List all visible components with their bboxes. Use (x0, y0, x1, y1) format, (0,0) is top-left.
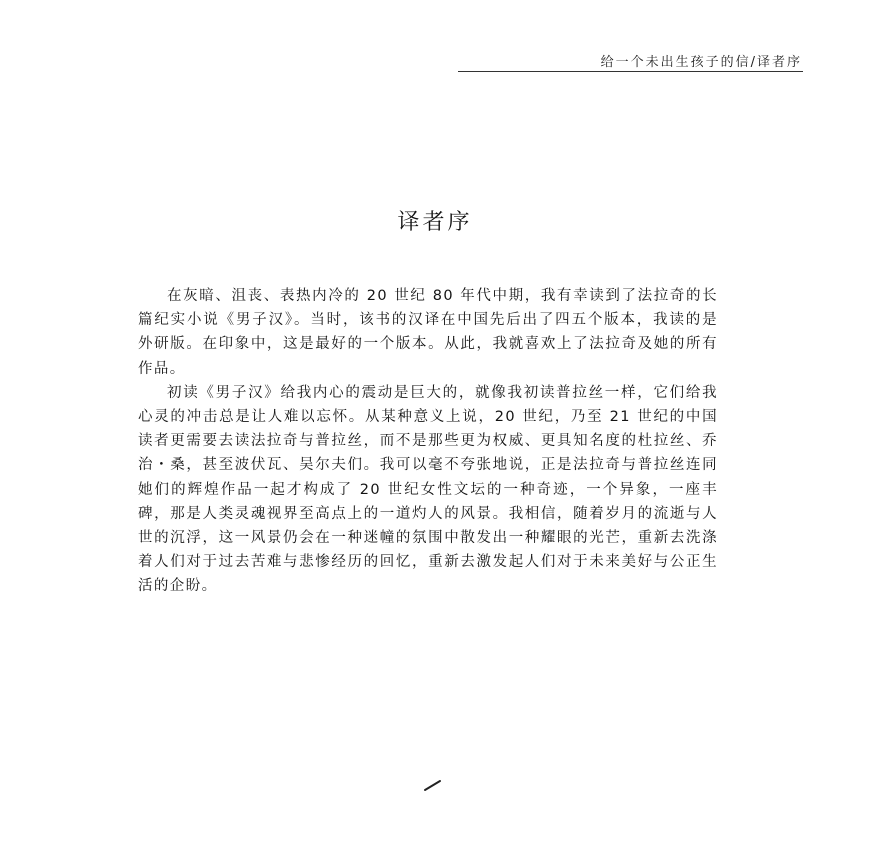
chapter-title: 译者序 (397, 210, 473, 235)
paragraph: 初读《男子汉》给我内心的震动是巨大的，就像我初读普拉丝一样，它们给我心灵的冲击总是让人难以忘怀。从某种意义上说，20 世纪，乃至 21 世纪的中国读者更需要去读法拉奇与普拉丝，而不是那些更为权威、更具知名度的杜拉丝、乔治・桑，甚至波伏瓦、吴尔夫们。我可以毫不夸张地说，正是法拉奇与普拉丝连同她们的辉煌作品一起才构成了 20 世纪女性文坛的一种奇迹，一个异象，一座丰碑，那是人类灵魂视界至高点上的一道灼人的风景。我相信，随着岁月的流逝与人世的沉浮，这一风景仍会在一种迷幢的氛围中散发出一种耀眼的光芒，重新去洗涤着人们对于过去苦难与悲惨经历的回忆，重新去激发起人们对于未来美好与公正生活的企盼。 (138, 384, 718, 595)
header-rule (458, 71, 803, 72)
paragraph: 在灰暗、沮丧、表热内冷的 20 世纪 80 年代中期，我有幸读到了法拉奇的长篇纪实小说《男子汉》。当时，该书的汉译在中国先后出了四五个版本，我读的是外研版。在印象中，这是最好的一个版本。从此，我就喜欢上了法拉奇及她的所有作品。 (138, 288, 718, 377)
body-text (138, 284, 718, 599)
page-mark (422, 778, 444, 792)
running-header: 给一个未出生孩子的信/译者序 (600, 55, 802, 70)
